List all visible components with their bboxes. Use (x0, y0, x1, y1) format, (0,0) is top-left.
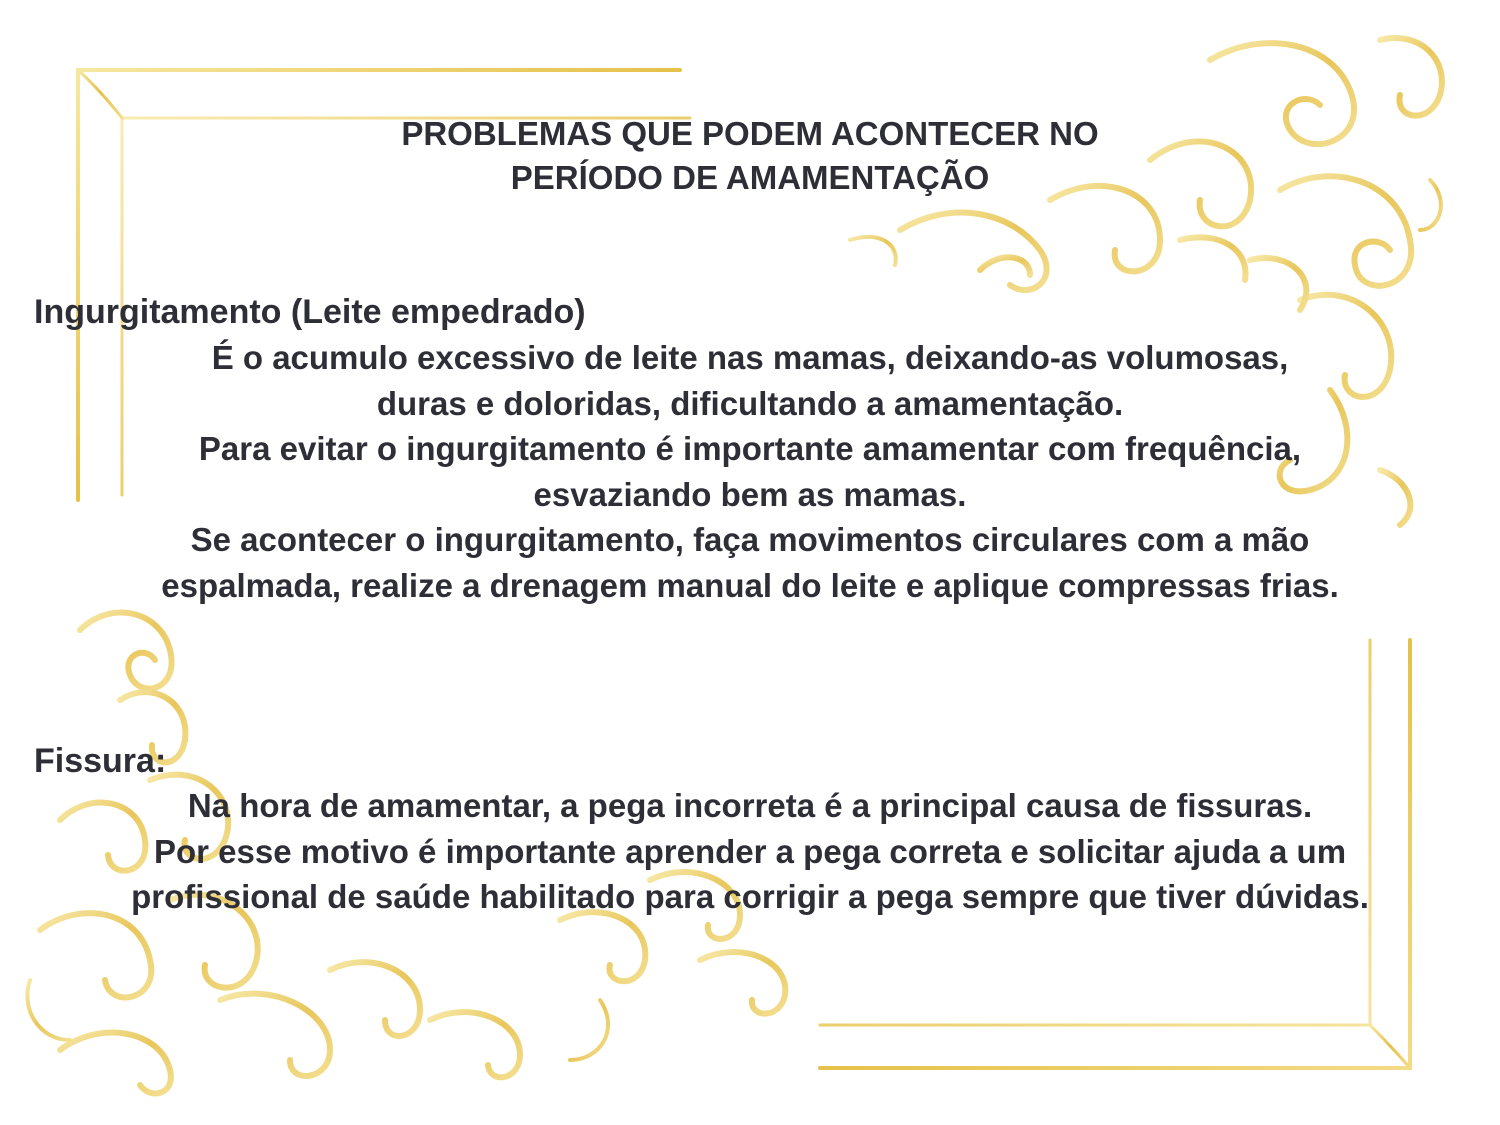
section-body-ingurgitamento (0, 335, 1500, 608)
body-line: duras e doloridas, dificultando a amamentação. (376, 384, 1124, 422)
body-line: espalmada, realize a drenagem manual do leite e aplique compressas frias. (161, 566, 1339, 604)
body-line: profissional de saúde habilitado para corrigir a pega sempre que tiver dúvidas. (131, 878, 1369, 915)
body-line: Para evitar o ingurgitamento é importante amamentar com frequência, (198, 430, 1302, 467)
body-line: Por esse motivo é importante aprender a pega correta e solicitar ajuda a um (153, 832, 1347, 870)
body-line: Na hora de amamentar, a pega incorreta é a principal causa de fissuras. (187, 787, 1313, 824)
title-line-2: PERÍODO DE AMAMENTAÇÃO (510, 159, 990, 196)
page-title (0, 112, 1500, 200)
body-line: É o acumulo excessivo de leite nas mamas, deixando-as volumosas, (211, 339, 1289, 376)
section-heading-ingurgitamento: Ingurgitamento (Leite empedrado) (34, 293, 586, 331)
section-heading-fissura: Fissura: (34, 742, 167, 780)
body-line: Se acontecer o ingurgitamento, faça movimentos circulares com a mão (190, 521, 1310, 558)
section-body-fissura (0, 783, 1500, 920)
body-line: esvaziando bem as mamas. (533, 475, 967, 513)
title-line-1: PROBLEMAS QUE PODEM ACONTECER NO (401, 115, 1099, 152)
